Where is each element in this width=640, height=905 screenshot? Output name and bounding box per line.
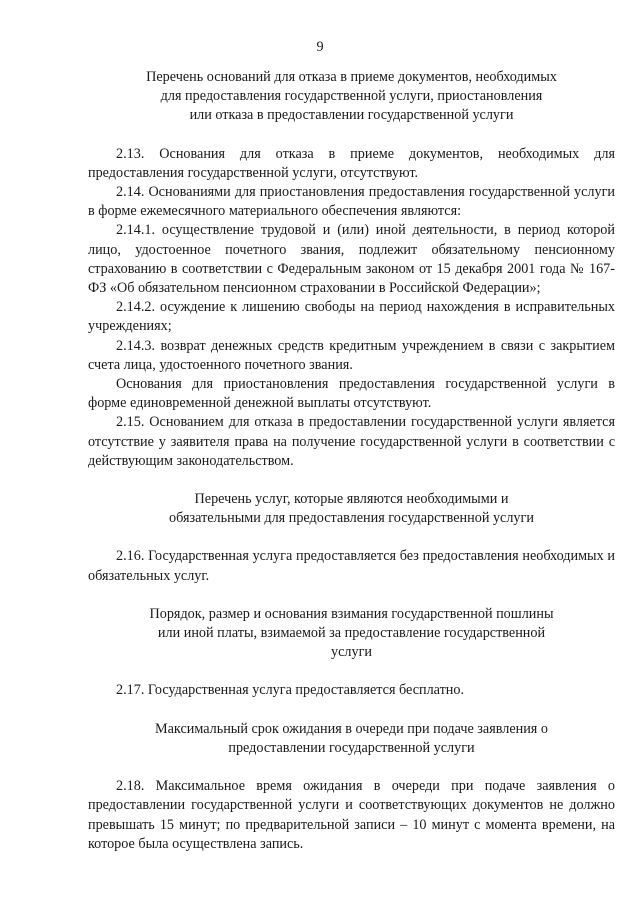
paragraph-2-15: 2.15. Основанием для отказа в предоставлении государственной услуги является отсутствие у заявителя права на получение государственной услуги в соответствии с действующим законодательством. <box>88 414 615 469</box>
paragraph-2-14: 2.14. Основаниями для приостановления предоставления государственной услуги в форме ежемесячного материального обеспечения являются: <box>88 184 615 220</box>
paragraph-2-18: 2.18. Максимальное время ожидания в очереди при подаче заявления о предоставлении государственной услуги и соответствующих документов не должно превышать 15 минут; по предварительной записи – 10 минут с момента времени, на которое была осуществлена запись. <box>88 778 615 852</box>
section-queue-time <box>88 720 615 854</box>
document-body <box>88 68 615 854</box>
paragraph-2-17: 2.17. Государственная услуга предоставляется бесплатно. <box>116 682 465 699</box>
section-required-services <box>88 490 615 586</box>
paragraph-2-16: 2.16. Государственная услуга предоставляется без предоставления необходимых и обязательных услуг. <box>88 548 615 584</box>
paragraph-2-13: 2.13. Основания для отказа в приеме документов, необходимых для предоставления государственной услуги, отсутствуют. <box>88 145 615 181</box>
paragraph-2-14-1: 2.14.1. осуществление трудовой и (или) иной деятельности, в период которой лицо, удостоенное почетного звания, подлежит обязательному пенсионному страхованию в соответствии с Федеральным законом от 15 декабря 2001 года № 167-ФЗ «Об обязательном пенсионном страховании в Российской Федерации»; <box>88 222 615 297</box>
section-heading: Порядок, размер и основания взимания государственной пошлины или иной платы, взимаемой за предоставление государственной услуги <box>149 605 554 661</box>
paragraph-suspension-lump-sum: Основания для приостановления предоставления государственной услуги в форме единовременной денежной выплаты отсутствуют. <box>88 376 615 412</box>
section-refusal-grounds <box>88 68 615 471</box>
section-fee <box>88 605 615 701</box>
paragraph-2-14-3: 2.14.3. возврат денежных средств кредитным учреждением в связи с закрытием счета лица, удостоенного почетного звания. <box>88 337 615 373</box>
paragraph-2-14-2: 2.14.2. осуждение к лишению свободы на период нахождения в исправительных учреждениях; <box>88 299 615 335</box>
page-number: 9 <box>316 39 324 55</box>
section-heading: Перечень услуг, которые являются необходимыми и обязательными для предоставления государственной услуги <box>169 491 534 527</box>
section-heading: Перечень оснований для отказа в приеме документов, необходимых для предоставления государственной услуги, приостановления или отказа в предоставлении государственной услуги <box>146 69 557 124</box>
section-heading: Максимальный срок ожидания в очереди при подаче заявления о предоставлении государственной услуги <box>155 720 548 756</box>
